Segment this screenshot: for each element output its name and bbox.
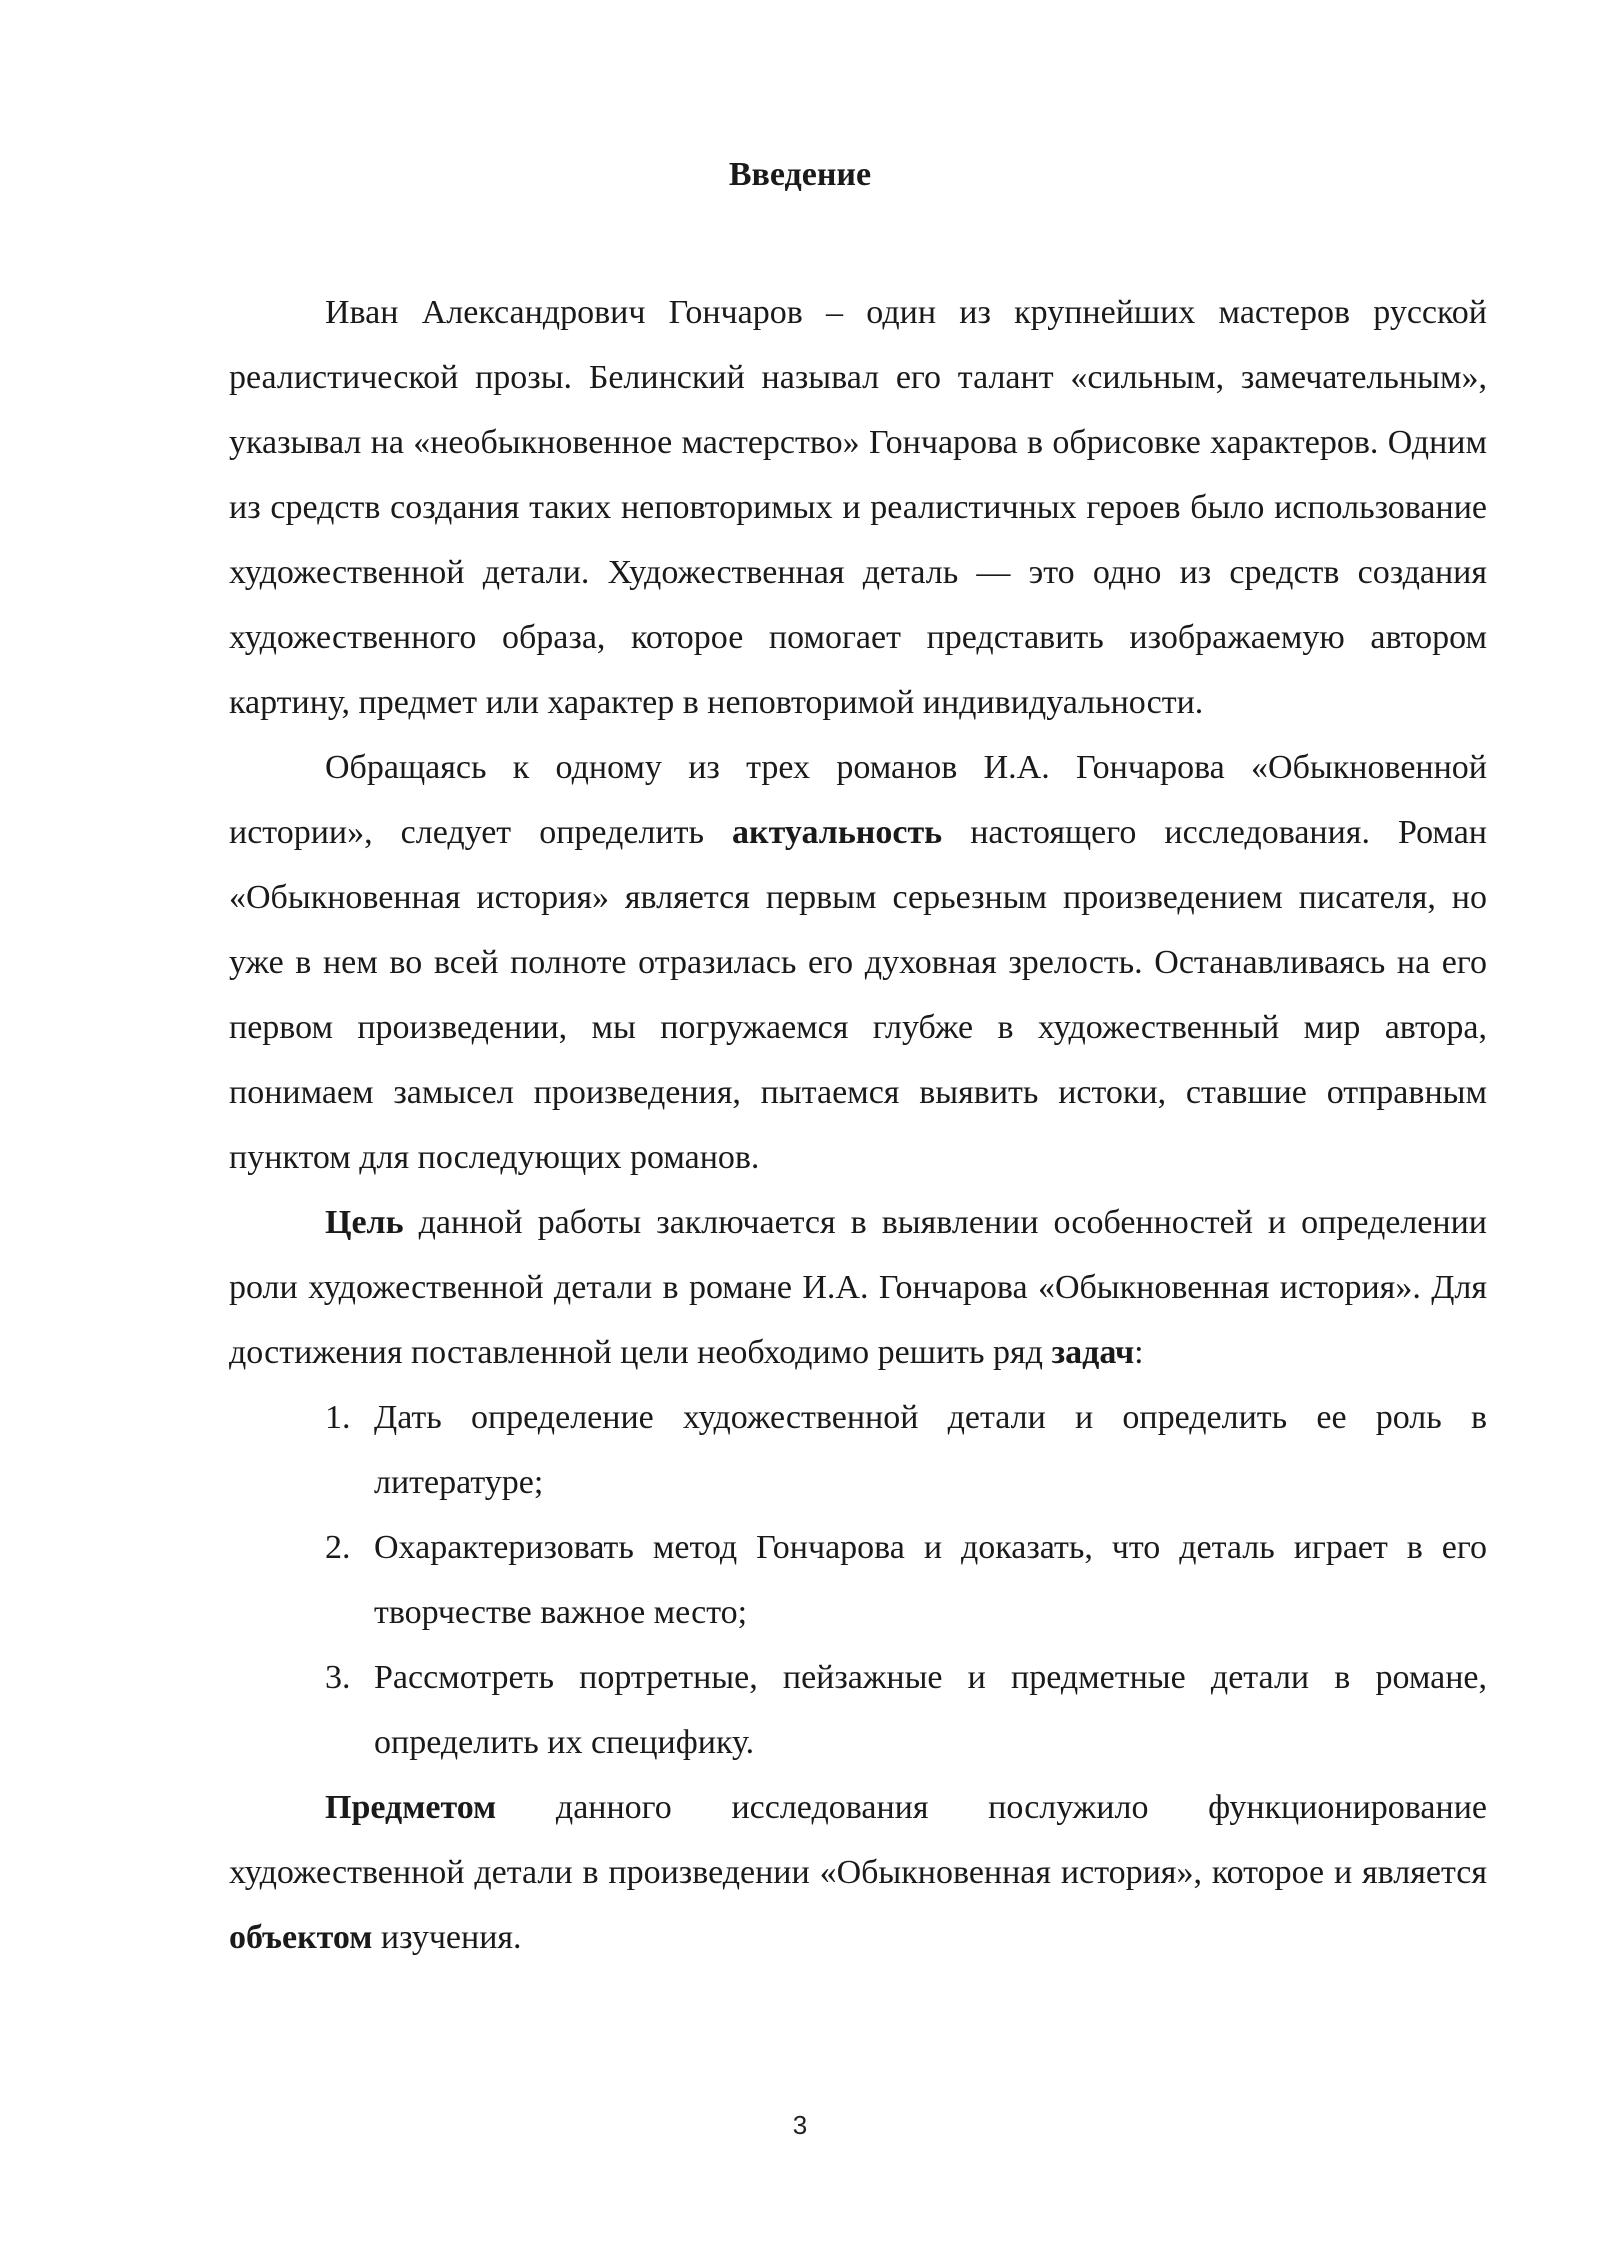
paragraph-intro (229, 280, 1487, 735)
page-number: 3 (792, 2110, 808, 2140)
list-item (229, 1645, 1487, 1775)
list-item (229, 1385, 1487, 1515)
list-item-number: 2. (325, 1529, 351, 1566)
list-item-text: Рассмотреть портретные, пейзажные и предметные детали в романе, определить их специфику. (374, 1659, 1487, 1761)
subject-term: Предметом (325, 1789, 497, 1826)
paragraph-subject (229, 1775, 1487, 1970)
paragraph-relevance-text-start: Обращаясь к одному из трех романов И.А. Гончарова «Обыкновенной истории», следует определить (229, 749, 1487, 851)
list-item (229, 1515, 1487, 1645)
list-item-number: 1. (325, 1399, 351, 1436)
goal-term: Цель (325, 1204, 404, 1241)
paragraph-goal-colon: : (1134, 1334, 1144, 1371)
paragraph-intro-text: Иван Александрович Гончаров – один из крупнейших мастеров русской реалистической прозы. Белинский называл его талант «сильным, замечательным», указывал на «необыкновенное мастерство» Гончарова в обрисовке характеров. Одним из средств создания таких неповторимых и реалистичных героев было использование художественной детали. Художественная деталь — это одно из средств создания художественного образа, которое помогает представить изображаемую автором картину, предмет или характер в неповторимой индивидуальности. (229, 294, 1487, 721)
page-title: Введение (728, 156, 872, 193)
object-term: объектом (229, 1919, 373, 1956)
paragraph-goal-text: данной работы заключается в выявлении особенностей и определении роли художественной детали в романе И.А. Гончарова «Обыкновенная история». Для достижения поставленной цели необходимо решить ряд (229, 1204, 1487, 1371)
list-item-text: Дать определение художественной детали и определить ее роль в литературе; (374, 1399, 1487, 1501)
paragraph-relevance-text-end: настоящего исследования. Роман «Обыкновенная история» является первым серьезным произведением писателя, но уже в нем во всей полноте отразилась его духовная зрелость. Останавливаясь на его первом произведении, мы погружаемся глубже в художественный мир автора, понимаем замысел произведения, пытаемся выявить истоки, ставшие отправным пунктом для последующих романов. (229, 814, 1487, 1176)
document-body (229, 280, 1487, 1970)
tasks-term: задач (1051, 1334, 1135, 1371)
list-item-number: 3. (325, 1659, 351, 1696)
paragraph-subject-end: изучения. (372, 1919, 522, 1956)
task-list (229, 1385, 1487, 1775)
paragraph-subject-text: данного исследования послужило функционирование художественной детали в произведении «Обыкновенная история», которое и является (229, 1789, 1487, 1891)
relevance-term: актуальность (732, 814, 943, 851)
paragraph-relevance (229, 735, 1487, 1190)
paragraph-goal (229, 1190, 1487, 1385)
list-item-text: Охарактеризовать метод Гончарова и доказать, что деталь играет в его творчестве важное место; (374, 1529, 1487, 1631)
